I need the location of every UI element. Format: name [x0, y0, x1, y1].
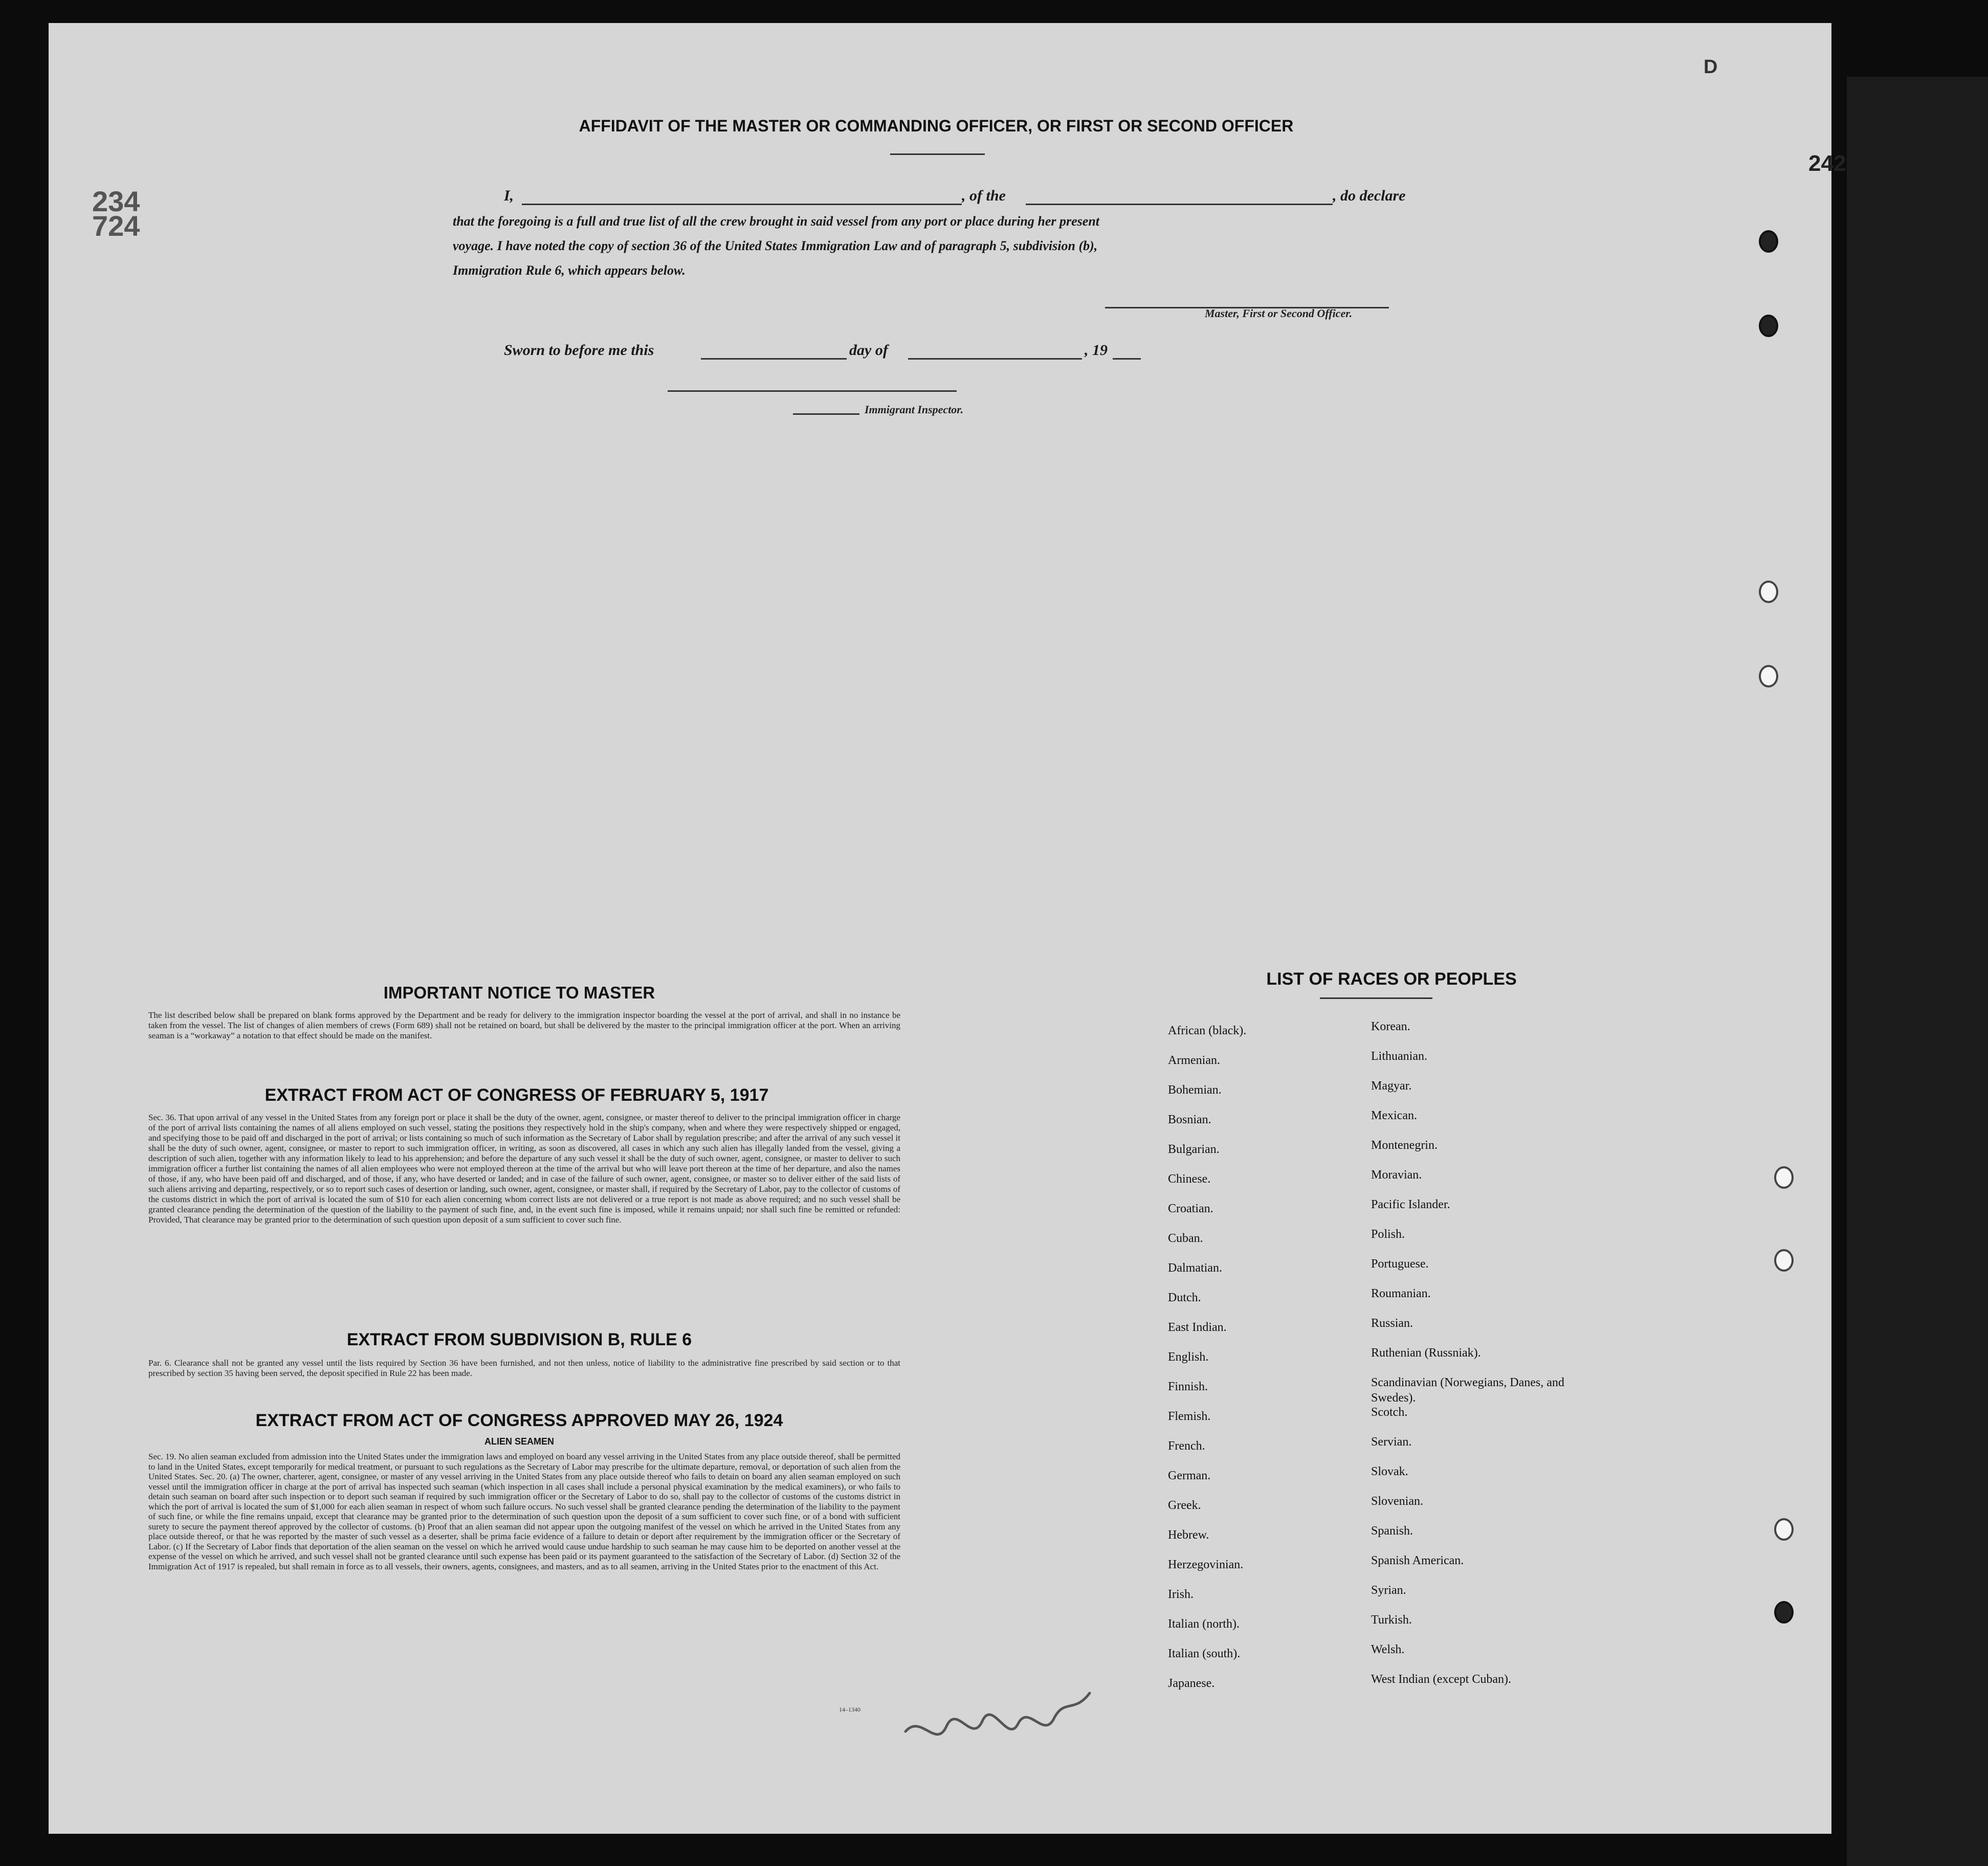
binder-hole [1774, 1601, 1794, 1624]
next-page-edge [1847, 77, 1988, 1866]
act-1924-text: Sec. 19. No alien seaman excluded from admission into the United States under the immigration laws and employed on board any vessel arriving in the United States from any place outside thereof, shall be permitted to land in the United States, except temporarily for medical treatment, or pursuant to such regulations as the Secretary of Labor may prescribe for the ultimate departure, removal, or deportation of such alien from the United States. Sec. 20. (a) The owner, charterer, agent, consignee, or master of any vessel arriving in the United States from any place outside thereof who fails to detain on board any alien seaman employed on such vessel until the immigration officer in charge at the port of arrival has inspected such seaman (which inspection in all cases shall include a personal physical examination by the medical examiners), or who fails to detain such seaman on board after such inspection or to deport such seaman if required by such immigration officer or the Secretary of Labor to do so, shall pay to the collector of customs of the customs district in which the port of arrival is located the sum of $1,000 for each alien seaman in respect of whom such failure occurs. No such vessel shall be granted clearance pending the determination of the liability to the payment of such fine, or while the fine remains unpaid, except that clearance may be granted prior to the determination of such question upon the deposit of a sum sufficient to cover such fine, or of a bond with sufficient surety to secure the payment thereof approved by the collector of customs. (b) Proof that an alien seaman did not appear upon the outgoing manifest of the vessel on which he arrived in the United States from any place outside thereof, or that he was reported by the master of such vessel as a deserter, shall be prima facie evidence of a failure to detain or deport after requirement by the immigration officer or the Secretary of Labor. (c) If the Secretary of Labor finds that deportation of the alien seaman on the vessel on which he arrived would cause undue hardship to such seaman he may cause him to be deported on another vessel at the expense of the vessel on which he arrived, and such vessel shall not be granted clearance until such expense has been paid or its payment guaranteed to the satisfaction of the Secretary of Labor. (d) Section 32 of the Immigration Act of 1917 is repealed, but shall remain in force as to all vessels, their owners, agents, consignees, and masters, and as to all seamen, arriving in the United States prior to the enactment of this Act. [148, 1452, 900, 1571]
races-left-column [1168, 1023, 1337, 1705]
binder-hole [1774, 1249, 1794, 1272]
race-item: Korean. [1371, 1020, 1410, 1033]
sworn-label: Sworn to before me this [504, 342, 654, 359]
affidavit-line: voyage. I have noted the copy of section 36 of the United States Immigration Law and of paragraph 5, subdivision (b), [453, 238, 1098, 253]
form-number: 14–1340 [839, 1706, 860, 1713]
inspector-signature-field[interactable] [668, 376, 957, 392]
act-1924-subtitle: ALIEN SEAMEN [484, 1436, 554, 1447]
inspector-short-rule [793, 405, 859, 415]
race-item: West Indian (except Cuban). [1371, 1673, 1511, 1686]
race-item: Montenegrin. [1371, 1139, 1438, 1152]
race-item: Welsh. [1371, 1643, 1405, 1656]
vessel-label: , of the [962, 187, 1006, 204]
race-item: Russian. [1371, 1317, 1413, 1330]
year-label: , 19 [1085, 342, 1108, 359]
side-stamp-line: 724 [92, 210, 140, 242]
side-stamp-number [92, 185, 140, 242]
rule-6-text: Par. 6. Clearance shall not be granted any vessel until the lists required by Section 36 have been furnished, and not then unless, notice of liability to the administrative fine prescribed by said section or to that prescribed by section 35 having been served, the deposit specified in Rule 22 has been made. [148, 1358, 900, 1378]
notice-title: IMPORTANT NOTICE TO MASTER [383, 983, 655, 1002]
race-item: Slovenian. [1371, 1495, 1423, 1508]
race-item: Bohemian. [1168, 1083, 1222, 1097]
race-item: German. [1168, 1469, 1211, 1482]
binder-hole [1759, 315, 1778, 337]
side-stamp-line: 234 [92, 185, 140, 217]
title-rule [890, 153, 985, 155]
race-item: Scotch. [1371, 1406, 1408, 1419]
race-item: Servian. [1371, 1435, 1412, 1449]
binder-hole [1774, 1518, 1794, 1541]
race-item: Italian (north). [1168, 1617, 1240, 1631]
notice-text: The list described below shall be prepared on blank forms approved by the Department and be ready for delivery to the immigration inspector boarding the vessel at the port of arrival, and shall in no instance be taken from the vessel. The list of changes of alien members of crews (Form 689) shall not be retained on board, but shall be delivered by the master to the principal immigration officer at the port. When an arriving seaman is a “workaway” a notation to that effect should be made on the manifest. [148, 1010, 900, 1040]
race-item: Ruthenian (Russniak). [1371, 1346, 1481, 1360]
race-item: Herzegovinian. [1168, 1558, 1244, 1571]
binder-hole [1759, 665, 1778, 687]
act-1924-title: EXTRACT FROM ACT OF CONGRESS APPROVED MAY 26, 1924 [255, 1411, 783, 1430]
race-item: Mexican. [1371, 1109, 1417, 1122]
race-item: Spanish American. [1371, 1554, 1464, 1567]
race-item: English. [1168, 1350, 1209, 1364]
race-item: Pacific Islander. [1371, 1198, 1450, 1211]
race-item: Armenian. [1168, 1054, 1220, 1067]
vessel-name-field[interactable] [1026, 189, 1333, 205]
race-item: Croatian. [1168, 1202, 1213, 1215]
race-item: Dutch. [1168, 1291, 1201, 1304]
race-item: Polish. [1371, 1228, 1405, 1241]
race-item: Chinese. [1168, 1172, 1211, 1186]
race-item: African (black). [1168, 1024, 1247, 1037]
race-item: Turkish. [1371, 1613, 1412, 1627]
race-item: Bulgarian. [1168, 1143, 1220, 1156]
race-item: Flemish. [1168, 1410, 1211, 1423]
races-title-rule [1320, 997, 1432, 999]
inspector-caption: Immigrant Inspector. [865, 403, 964, 416]
race-item: Portuguese. [1371, 1257, 1429, 1271]
race-item: Spanish. [1371, 1524, 1413, 1538]
races-title: LIST OF RACES OR PEOPLES [1266, 969, 1517, 989]
race-item: Lithuanian. [1371, 1050, 1427, 1063]
affidavit-title: AFFIDAVIT OF THE MASTER OR COMMANDING OFFICER, OR FIRST OR SECOND OFFICER [579, 117, 1294, 135]
sworn-day-field[interactable] [701, 344, 847, 360]
race-item: Italian (south). [1168, 1647, 1241, 1660]
master-signature-field[interactable] [1105, 293, 1389, 308]
sworn-year-field[interactable] [1113, 344, 1141, 360]
binder-hole [1759, 230, 1778, 253]
race-item: Irish. [1168, 1588, 1194, 1601]
race-item: French. [1168, 1439, 1205, 1453]
race-item: Bosnian. [1168, 1113, 1211, 1126]
binder-hole [1774, 1166, 1794, 1189]
sworn-month-field[interactable] [908, 344, 1082, 360]
declare-label: , do declare [1333, 187, 1406, 204]
affidavit-line: Immigration Rule 6, which appears below. [453, 263, 686, 278]
race-item: Finnish. [1168, 1380, 1208, 1393]
race-item: Slovak. [1371, 1465, 1408, 1478]
race-item: Moravian. [1371, 1168, 1422, 1182]
page-number: 242 [1808, 151, 1846, 176]
race-item: Dalmatian. [1168, 1261, 1222, 1275]
affidavit-line: that the foregoing is a full and true list of all the crew brought in said vessel from any port or place during her present [453, 214, 1100, 229]
handwritten-signature [900, 1683, 1095, 1739]
binder-hole [1759, 581, 1778, 603]
declarant-label: I, [504, 187, 514, 204]
rule-6-title: EXTRACT FROM SUBDIVISION B, RULE 6 [346, 1330, 692, 1349]
race-item: East Indian. [1168, 1321, 1227, 1334]
race-item: Japanese. [1168, 1677, 1215, 1690]
race-item: Greek. [1168, 1499, 1201, 1512]
corner-mark: D [1704, 56, 1718, 78]
race-item: Syrian. [1371, 1584, 1406, 1597]
race-item: Hebrew. [1168, 1528, 1209, 1542]
race-item: Scandinavian (Norwegians, Danes, and Swedes). [1371, 1376, 1564, 1405]
race-item: Magyar. [1371, 1079, 1412, 1093]
extract-1917-text: Sec. 36. That upon arrival of any vessel in the United States from any foreign port or place it shall be the duty of the owner, agent, consignee, or master thereof to deliver to the principal immigration officer in charge of the port of arrival lists containing the names of all aliens employed on such vessel, stating the positions they respectively hold in the ship's company, when and where they were respectively shipped or engaged, and specifying those to be paid off and discharged in the port of arrival; or lists containing so much of such information as the Secretary of Labor shall by regulation prescribe; and after the arrival of any such vessel it shall be the duty of such owner, agent, consignee, or master to report to such immigration officer, in writing, as soon as discovered, all cases in which any such alien has illegally landed from the vessel, giving a description of such alien, together with any information likely to lead to his apprehension; and before the departure of any such vessel it shall be the duty of such owner, agent, consignee, or master to deliver to such immigration officer a further list containing the names of all alien employees who were not employed thereon at the time of the arrival but who will leave port thereon at the time of her departure, and also the names of those, if any, who have been paid off and discharged, and of those, if any, who have deserted or landed; and in case of the failure of such owner, agent, consignee, or master so to deliver either of the said lists of such aliens arriving and departing, respectively, or so to report such cases of desertion or landing, such owner, agent, consignee, or master shall, if required by the Secretary of Labor, pay to the collector of customs of the customs district in which the port of arrival is located the sum of $10 for each alien concerning whom correct lists are not delivered or a true report is not made as above required; and no such vessel shall be granted clearance pending the determination of the question of the liability to the payment of such fine, and, in the event such fine is imposed, while it remains unpaid; nor shall such fine be remitted or refunded: Provided, That clearance may be granted prior to the determination of such question upon deposit of a sum sufficient to cover such fine. [148, 1113, 900, 1225]
races-right-column [1371, 1019, 1576, 1701]
race-item: Roumanian. [1371, 1287, 1431, 1300]
day-of-label: day of [849, 342, 888, 359]
declarant-name-field[interactable] [522, 189, 962, 205]
extract-1917-title: EXTRACT FROM ACT OF CONGRESS OF FEBRUARY 5, 1917 [264, 1085, 769, 1105]
master-signature-caption: Master, First or Second Officer. [1205, 307, 1353, 320]
race-item: Cuban. [1168, 1232, 1203, 1245]
